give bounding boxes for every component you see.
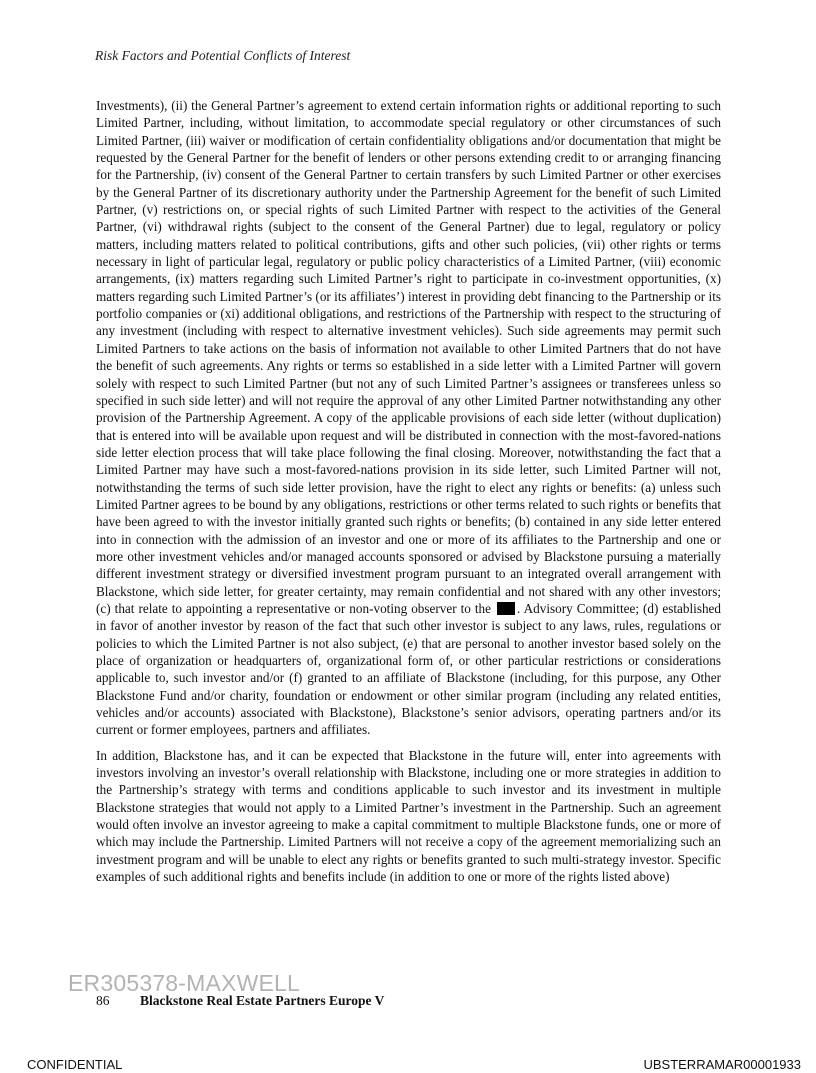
running-header: Risk Factors and Potential Conflicts of Interest — [95, 48, 351, 63]
page-footer — [96, 993, 384, 1009]
body-text — [96, 97, 721, 893]
document-id: UBSTERRAMAR00001933 — [643, 1057, 801, 1072]
paragraph-multi-strategy: In addition, Blackstone has, and it can be expected that Blackstone in the future will, enter into agreements with investors involving an investor’s overall relationship with Blackstone, including one or more strategies in addition to the Partnership’s strategy with terms and conditions applicable to such investor and its investment in multiple Blackstone strategies that would not apply to a Limited Partner’s investment in the Partnership. Such an agreement would often involve an investor agreeing to make a capital commitment to multiple Blackstone funds, one or more of which may include the Partnership. Limited Partners will not receive a copy of the agreement memorializing such an investment program and will be unable to elect any rights or benefits granted to such multi-strategy investor. Specific examples of such additional rights and benefits include (in addition to one or more of the rights listed above) — [96, 747, 721, 885]
confidential-label: CONFIDENTIAL — [27, 1057, 123, 1072]
bates-stamp: ER305378-MAXWELL — [68, 970, 301, 996]
page-number: 86 — [96, 993, 110, 1008]
paragraph-side-letter-rights — [96, 97, 721, 739]
paragraph-text: Investments), (ii) the General Partner’s agreement to extend certain information rights or additional reporting to such Limited Partner, including, without limitation, to accommodate special regulatory or other circumstances of such Limited Partner, (iii) waiver or modification of certain confidentiality obligations and/or documentation that might be requested by the General Partner for the benefit of lenders or other persons extending credit to or arranging financing for the Partnership, (iv) consent of the General Partner to certain transfers by such Limited Partner or other exercises by the General Partner of its discretionary authority under the Partnership Agreement for the benefit of such Limited Partner, (v) restrictions on, or special rights of such Limited Partner with respect to the activities of the General Partner, (vi) withdrawal rights (subject to the consent of the General Partner) due to legal, regulatory or policy matters, including matters related to political contributions, gifts and other such policies, (vii) other rights or terms necessary in light of particular legal, regulatory or public policy characteristics of a Limited Partner, (viii) economic arrangements, (ix) matters regarding such Limited Partner’s right to participate in co-investment opportunities, (x) matters regarding such Limited Partner’s (or its affiliates’) interest in providing debt financing to the Partnership or its portfolio companies or (xi) additional obligations, and restrictions of the Partnership with respect to the structuring of any investment (including with respect to alternative investment vehicles). Such side agreements may permit such Limited Partners to take actions on the basis of information not available to other Limited Partners that do not have the benefit of such agreements. Any rights or terms so established in a side letter with a Limited Partner will govern solely with respect to such Limited Partner (but not any of such Limited Partner’s assignees or transferees unless so specified in such side letter) and will not require the approval of any other Limited Partner notwithstanding any other provision of the Partnership Agreement. A copy of the applicable provisions of each side letter (without duplication) that is entered into will be available upon request and will be distributed in connection with the most-favored-nations side letter election process that will take place following the final closing. Moreover, notwithstanding the fact that a Limited Partner may have such a most-favored-nations provision in its side letter, such Limited Partner will not, notwithstanding the terms of such side letter provision, have the right to elect any rights or benefits: (a) unless such Limited Partner agrees to be bound by any obligations, restrictions or other terms related to such rights or benefits that have been agreed to with the investor initially granted such rights or benefits; (b) contained in any side letter entered into in connection with the admission of an investor and one or more of its affiliates to the Partnership and one or more other investment vehicles and/or managed accounts sponsored or advised by Blackstone pursuing a materially different investment strategy or diversified investment program pursuant to an integrated overall arrangement with Blackstone, which side letter, for greater certainty, may remain confidential and not shared with any other investors; (c) that relate to appointing a representative or non-voting observer to the — [96, 98, 721, 616]
redaction-block — [497, 602, 515, 615]
paragraph-text-continued: . Advisory Committee; (d) established in favor of another investor by reason of the fact that such other investor is subject to any laws, rules, regulations or policies to which the Limited Partner is not also subject, (e) that are personal to another investor based solely on the place of organization or headquarters of, organizational form of, or other particular restrictions or considerations applicable to, such investor and/or (f) granted to an affiliate of Blackstone (including, for this purpose, any Other Blackstone Fund and/or charity, foundation or endowment or other similar program (including any related entities, vehicles and/or accounts) associated with Blackstone), Blackstone’s senior advisors, operating partners and/or its current or former employees, partners and affiliates. — [96, 600, 722, 738]
document-title: Blackstone Real Estate Partners Europe V — [140, 993, 385, 1008]
